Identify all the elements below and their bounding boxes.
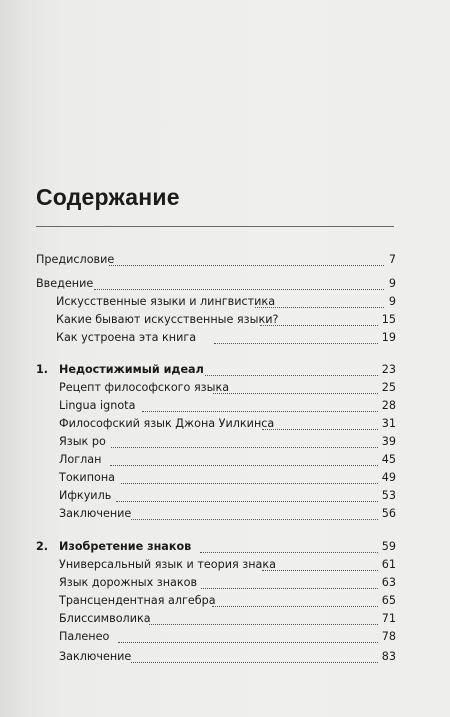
leader-dots [201, 587, 378, 589]
toc-entry-intro [0, 276, 450, 292]
title-divider [36, 226, 394, 227]
toc-entry-page: 65 [381, 594, 396, 607]
leader-dots [121, 482, 378, 484]
toc-entry-page: 83 [381, 650, 396, 663]
toc-entry-page: 31 [381, 417, 396, 430]
leader-dots [149, 623, 378, 625]
toc-entry-intro-3 [0, 330, 450, 346]
toc-entry-text: Заключение [59, 650, 132, 663]
toc-entry-text: Универсальный язык и теория знака [59, 558, 276, 571]
toc-entry-page: 9 [388, 295, 396, 308]
toc-entry-text: Предисловие [36, 253, 115, 266]
leader-dots [110, 464, 378, 466]
leader-dots [262, 428, 378, 430]
toc-entry-2-2 [0, 575, 450, 591]
leader-dots [131, 518, 378, 520]
toc-entry-1-1 [0, 380, 450, 396]
toc-entry-text: Искусственные языки и лингвистика [56, 295, 276, 308]
leader-dots [111, 446, 378, 448]
toc-entry-page: 23 [381, 363, 396, 376]
leader-dots [213, 392, 378, 394]
toc-entry-page: 49 [381, 471, 396, 484]
leader-dots [94, 288, 384, 290]
toc-entry-preface [0, 252, 450, 268]
toc-entry-text: Язык дорожных знаков [59, 576, 198, 589]
toc-entry-intro-1 [0, 294, 450, 310]
toc-entry-intro-2 [0, 312, 450, 328]
toc-entry-1-6 [0, 470, 450, 486]
toc-entry-page: 53 [381, 489, 396, 502]
toc-entry-text: Как устроена эта книга [56, 331, 197, 344]
toc-entry-page: 15 [381, 313, 396, 326]
page-title: Содержание [36, 184, 180, 210]
toc-entry-page: 63 [381, 576, 396, 589]
toc-entry-page: 9 [388, 277, 396, 290]
leader-dots [205, 374, 378, 376]
toc-entry-1-3 [0, 416, 450, 432]
leader-dots [214, 342, 378, 344]
toc-entry-page: 78 [381, 630, 396, 643]
toc-entry-1-2 [0, 398, 450, 414]
toc-entry-1-4 [0, 434, 450, 450]
toc-entry-text: Заключение [59, 507, 132, 520]
toc-entry-2-5 [0, 629, 450, 645]
toc-entry-1-8 [0, 506, 450, 522]
toc-entry-text: Lingua ignota [59, 399, 136, 412]
toc-entry-text: Какие бывают искусственные языки? [56, 313, 279, 326]
toc-entry-page: 61 [381, 558, 396, 571]
toc-entry-page: 25 [381, 381, 396, 394]
leader-dots [142, 410, 378, 412]
toc-entry-text: Паленео [59, 630, 110, 643]
leader-dots [200, 551, 378, 553]
toc-entry-text: Недостижимый идеал [59, 363, 204, 376]
toc-chapter-2 [0, 539, 450, 555]
leader-dots [212, 605, 378, 607]
toc-entry-text: Блиссимволика [59, 612, 151, 625]
toc-entry-page: 56 [381, 507, 396, 520]
toc-entry-2-3 [0, 593, 450, 609]
toc-entry-page: 19 [381, 331, 396, 344]
toc-entry-page: 28 [381, 399, 396, 412]
toc-entry-2-1 [0, 557, 450, 573]
toc-entry-text: Рецепт философского языка [59, 381, 230, 394]
toc-entry-text: Философский язык Джона Уилкинса [59, 417, 275, 430]
toc-entry-text: Изобретение знаков [59, 540, 192, 553]
toc-entry-page: 7 [388, 253, 396, 266]
leader-dots [262, 569, 378, 571]
toc-entry-text: Ифкуиль [59, 489, 112, 502]
chapter-number: 1. [36, 363, 49, 376]
toc-entry-page: 59 [381, 540, 396, 553]
leader-dots [116, 500, 378, 502]
toc-entry-2-4 [0, 611, 450, 627]
chapter-number: 2. [36, 540, 49, 553]
toc-entry-page: 39 [381, 435, 396, 448]
leader-dots [109, 264, 384, 266]
toc-entry-2-6 [0, 649, 450, 665]
toc-entry-text: Трансцендентная алгебра [59, 594, 216, 607]
toc-entry-1-5 [0, 452, 450, 468]
toc-entry-page: 45 [381, 453, 396, 466]
toc-entry-1-7 [0, 488, 450, 504]
leader-dots [131, 661, 378, 663]
toc-entry-text: Язык ро [59, 435, 106, 448]
toc-entry-text: Токипона [59, 471, 116, 484]
toc-chapter-1 [0, 362, 450, 378]
toc-entry-text: Введение [36, 277, 94, 290]
toc-entry-page: 71 [381, 612, 396, 625]
toc-entry-text: Логлан [59, 453, 102, 466]
leader-dots [118, 641, 378, 643]
